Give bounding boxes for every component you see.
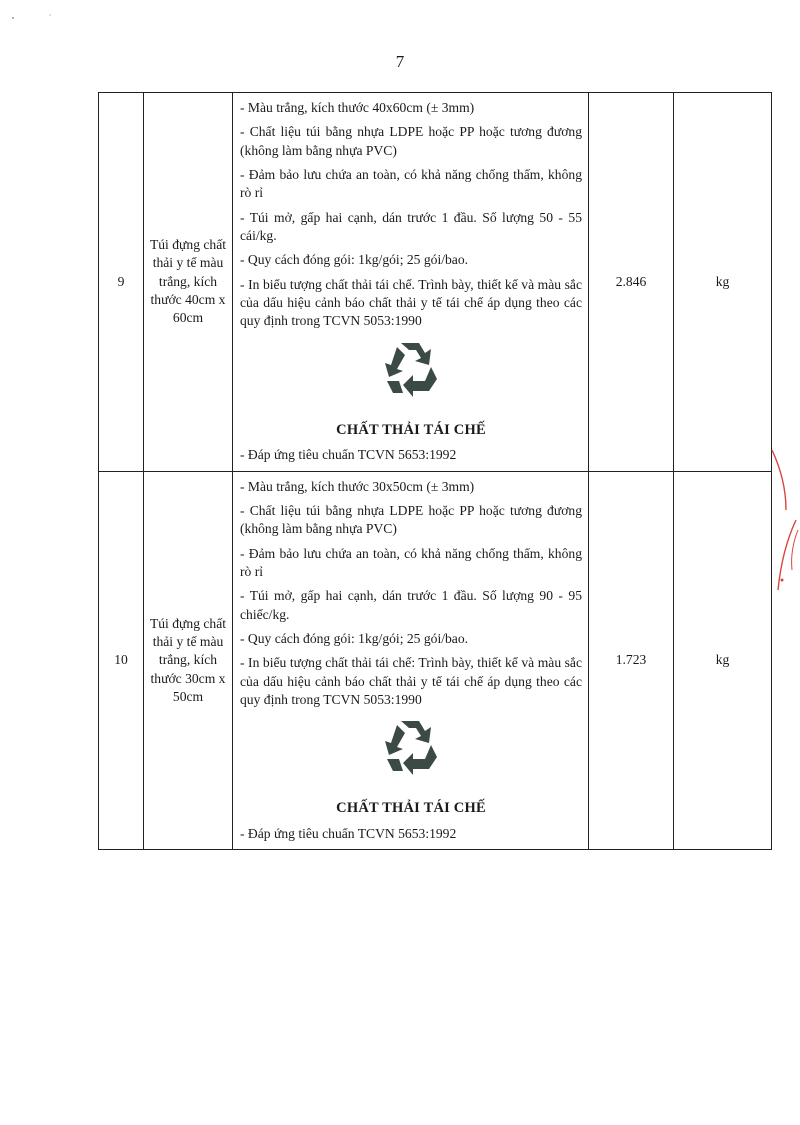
spec-line: - Màu trắng, kích thước 30x50cm (± 3mm) [240,478,475,494]
standard-line: - Đáp ứng tiêu chuẩn TCVN 5653:1992 [240,826,457,842]
spec-line: - Màu trắng, kích thước 40x60cm (± 3mm) [240,100,475,115]
logo-caption: CHẤT THẢI TÁI CHẾ [336,421,486,438]
recycle-logo-wrap [240,337,582,407]
spec-line: - Đảm bảo lưu chứa an toàn, có khả năng chống thấm, không rò rỉ [240,545,582,580]
item-name: Túi đựng chất thải y tế màu trắng, kích thước 30cm x 50cm [144,471,233,850]
unit-cell: kg [674,93,772,472]
spec-line: - Quy cách đóng gói: 1kg/gói; 25 gói/bao. [240,252,469,268]
recycle-logo-wrap [240,715,582,785]
spec-cell [233,93,589,472]
logo-caption: CHẤT THẢI TÁI CHẾ [336,800,486,817]
quantity-cell: 2.846 [589,93,674,472]
quantity-cell: 1.723 [589,471,674,850]
table-row-9 [99,93,772,472]
spec-cell [233,471,589,850]
row-index: 9 [99,93,144,472]
spec-line: - Chất liệu túi bằng nhựa LDPE hoặc PP hoặc tương đương (không làm bằng nhựa PVC) [240,124,582,158]
spec-line: - In biểu tượng chất thải tái chế: Trình bày, thiết kế và màu sắc của dấu hiệu cảnh báo chất thải y tế tái chế áp dụng theo các quy định trong TCVN 5053:1990 [240,655,582,708]
spec-table [98,92,772,850]
row-index: 10 [99,471,144,850]
spec-line: - Túi mở, gấp hai cạnh, dán trước 1 đầu. Số lượng 50 - 55 cái/kg. [240,209,582,244]
spec-line: - Túi mở, gấp hai cạnh, dán trước 1 đầu. Số lượng 90 - 95 chiếc/kg. [240,588,582,622]
spec-line: - Quy cách đóng gói: 1kg/gói; 25 gói/bao. [240,631,469,647]
spec-line: - Đảm bảo lưu chứa an toàn, có khả năng chống thấm, không rò rỉ [240,167,582,201]
spec-line: - Chất liệu túi bằng nhựa LDPE hoặc PP hoặc tương đương (không làm bằng nhựa PVC) [240,503,582,537]
table-row-10 [99,471,772,850]
item-name: Túi đựng chất thải y tế màu trắng, kích thước 40cm x 60cm [144,93,233,472]
page-number: 7 [395,52,405,71]
unit-cell: kg [674,471,772,850]
red-stamp-edge [752,440,800,640]
standard-line: - Đáp ứng tiêu chuẩn TCVN 5653:1992 [240,447,457,463]
recycle-icon [379,715,443,779]
scan-dots-mark [10,12,60,22]
recycle-icon [379,337,443,401]
spec-line: - In biểu tượng chất thải tái chế. Trình bày, thiết kế và màu sắc của dấu hiệu cảnh báo chất thải y tế tái chế áp dụng theo các quy định trong TCVN 5053:1990 [240,276,582,329]
